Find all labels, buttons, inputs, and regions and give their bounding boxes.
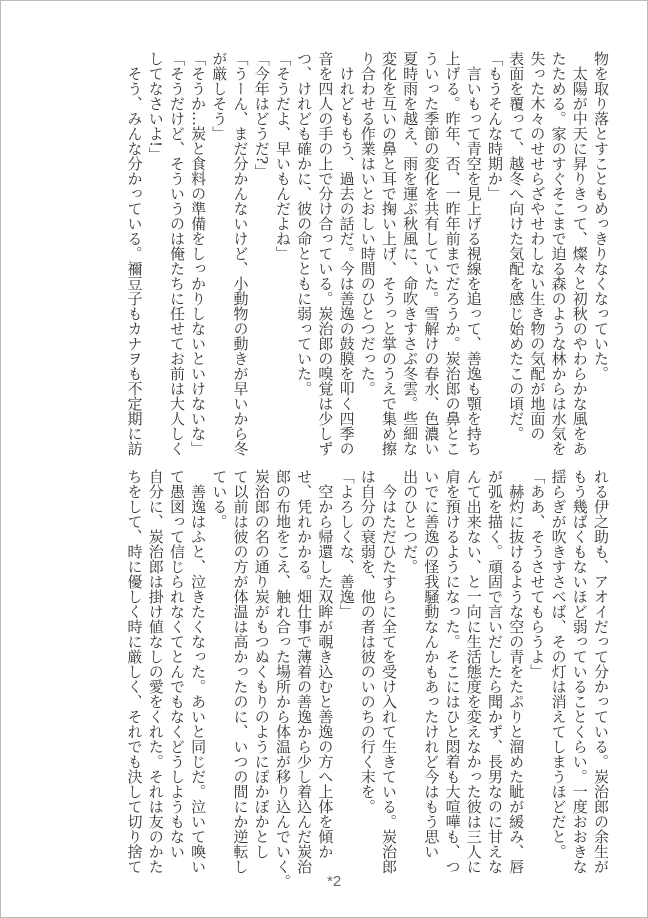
- text-line: けれどももう、過去の話だ。今は善逸の鼓膜を叩く四季の: [337, 51, 356, 456]
- text-line: 失った木々のせせらざやせわしない生き物の気配が地面の: [528, 51, 547, 441]
- text-line: そう、みんな分かっている。禰豆子もカナヲも不定期に訪: [125, 51, 144, 456]
- text-line: 表面を覆って、越冬へ向けた気配を感じ始めたこの頃だ。: [507, 51, 526, 441]
- text-line: 「今年はどうだ?」: [252, 51, 271, 180]
- text-line: 揺らぎが吹きすさべば、その灯は消えてしまうほどだと。: [549, 469, 568, 859]
- text-line: ちをして、時に優しく時に厳しく、それでも決して切り捨て: [125, 469, 144, 874]
- text-line: 今はただひたすらに全てを受け入れて生きている。炭治郎: [379, 469, 398, 874]
- text-line: ういった季節の変化を共有していた。雪解けの春水、色濃い: [422, 51, 441, 456]
- text-line: れる伊之助も、アオイだって分かっている。炭治郎の余生が: [592, 469, 610, 874]
- text-line: 空から帰還した双眸が覗き込むと善逸の方へ上体を傾か: [316, 469, 335, 859]
- text-line: 炭治郎の名の通り炭がもつぬくもりのようにぽかぽかとし: [252, 469, 271, 859]
- text-line: 言いもって青空を見上げる視線を追って、善逸も顎を持ち: [464, 51, 483, 456]
- text-line: ている。: [210, 469, 229, 529]
- text-line: 「ああ、そうさせてもらうよ」: [528, 469, 547, 679]
- text-line: 「もうそんな時期か」: [485, 51, 504, 201]
- text-line: り合わせる作業はいとおしい時間のひとつだった。: [358, 51, 377, 396]
- text-line: 善逸はふと、泣きたくなった。あいと同じだ。泣いて喚い: [189, 469, 208, 874]
- text-line: は自分の衰弱を、他の者は彼のいのちの行く末を。: [358, 469, 377, 814]
- text-line: 変化を互いの鼻と耳で掬い上げ、そうっと掌のうえで集め擦: [379, 51, 398, 456]
- text-line: 物を取り落とすこともめっきりなくなっていた。: [592, 51, 610, 381]
- page-number: *2: [327, 873, 342, 890]
- text-line: 「よろしくな、善逸」: [337, 469, 356, 619]
- text-line: 「うーん、まだ分かんないけど、小動物の動きが早いから冬: [231, 51, 250, 456]
- text-line: もう幾ばくもないほど弱っていることくらい。一度おおきな: [570, 469, 589, 874]
- text-line: 出のひとつだ。: [401, 469, 420, 574]
- text-line: つ、けれども確かに、彼の命とともに弱っていた。: [295, 51, 314, 396]
- text-line: 音を四人の手の上で分け合っている。炭治郎の嗅覚は少しず: [316, 51, 335, 456]
- text-block-lower: [123, 469, 611, 889]
- text-line: が厳しそう」: [210, 51, 229, 141]
- text-line: 自分に、炭治郎は掛け値なしの愛をくれた。それは友のかた: [146, 469, 165, 874]
- text-line: してなさいよ!」: [146, 51, 165, 163]
- text-line: 「そうだけど、そういうのは俺たちに任せてお前は大人しく: [167, 51, 186, 456]
- text-line: 夏時雨を越え、雨を運ぶ秋風に、命吹きすさぶ冬雲。些細な: [401, 51, 420, 456]
- text-line: 郎の布地をこえ、触れ合った場所から体温が移り込んでいく。: [273, 469, 292, 889]
- text-block-upper: [123, 51, 611, 461]
- text-line: せ、凭れかかる。畑仕事で薄着の善逸から少し着込んだ炭治: [295, 469, 314, 874]
- text-line: 太陽が中天に昇りきって、燦々と初秋のやわらかな風をあ: [570, 51, 589, 456]
- text-line: 肩を預けるようになった。そこにはひと悶着も大喧嘩も、つ: [443, 469, 462, 874]
- text-line: いでに善逸の怪我騒動なんかもあったけれど今はもう思い: [422, 469, 441, 859]
- text-line: 上げる。昨年、否、一昨年前までだろうか。炭治郎の鼻とこ: [443, 51, 462, 456]
- text-line: たためる。家のすぐそこまで迫る森のような林からは水気を: [549, 51, 568, 456]
- text-line: て以前は彼の方が体温は高かったのに、いつの間にか逆転し: [231, 469, 250, 874]
- text-line: 「そうか…炭と食料の準備をしっかりしないといけないな」: [189, 51, 208, 456]
- text-line: て愚図って信じられなくてとんでもなくどうしようもない: [167, 469, 186, 859]
- text-line: 「そうだよ、早いもんだよね」: [273, 51, 292, 261]
- text-line: んて出来ない、と一向に生活態度を変えなかった彼は三人に: [464, 469, 483, 874]
- text-line: 赫灼に抜けるような空の青をたぷりと溜めた眦が緩み、唇: [507, 469, 526, 874]
- text-line: が弧を描く。頑固で言いだしたら聞かず、長男なのに甘えな: [485, 469, 504, 874]
